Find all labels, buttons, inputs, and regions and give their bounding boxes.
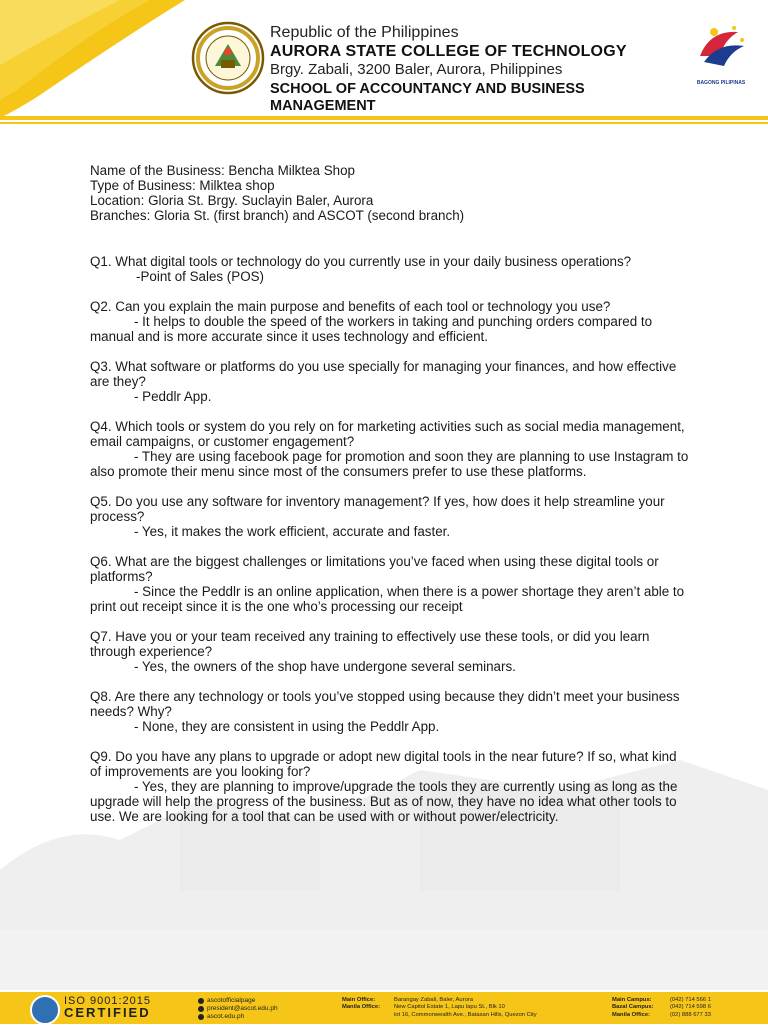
question-6: Q6. What are the biggest challenges or limitations you’ve faced when using these digital tools or platforms?: [90, 554, 659, 584]
business-location: Location: Gloria St. Brgy. Suclayin Baler, Aurora: [90, 193, 374, 208]
phone-row-bazal: Bazal Campus: (042) 714 598 6: [612, 1004, 711, 1011]
globe-icon: [198, 1014, 204, 1020]
facebook-icon: [198, 998, 204, 1004]
college-name: AURORA STATE COLLEGE OF TECHNOLOGY: [270, 43, 627, 60]
qa-item-6: [90, 554, 690, 614]
email-contact[interactable]: president@ascot.edu.ph: [198, 1005, 278, 1013]
question-9: Q9. Do you have any plans to upgrade or adopt new digital tools in the near future? If so, what kind of improvements are you looking for?: [90, 749, 677, 779]
answer-7: - Yes, the owners of the shop have undergone several seminars.: [134, 659, 516, 674]
republic-heading: Republic of the Philippines: [270, 24, 459, 41]
question-2: Q2. Can you explain the main purpose and benefits of each tool or technology you use?: [90, 299, 611, 314]
qa-item-7: [90, 629, 690, 674]
question-4: Q4. Which tools or system do you rely on for marketing activities such as social media management, email campaigns, or customer engagement?: [90, 419, 685, 449]
answer-3: - Peddlr App.: [134, 389, 212, 404]
answer-9: - Yes, they are planning to improve/upgrade the tools they are currently using as long as the upgrade will help the progress of the business. But as of now, they have no idea what other tools to use. We are looking for a tool that can be used with or without power/electricity.: [90, 779, 678, 824]
interview-document: [90, 163, 690, 824]
office-row-main: Main Office: Barangay Zabali, Baler, Aurora: [342, 997, 473, 1003]
iso-certification: [64, 995, 151, 1019]
qa-item-8: [90, 689, 690, 734]
letterhead: [0, 0, 768, 130]
school-name: SCHOOL OF ACCOUNTANCY AND BUSINESS MANAGEMENT: [270, 81, 585, 114]
social-contacts: [198, 997, 278, 1021]
question-5: Q5. Do you use any software for inventory management? If yes, how does it help streamline your process?: [90, 494, 665, 524]
office-row-manila-cont: lot 16, Commonwealth Ave., Batasan Hills, Quezon City: [394, 1011, 537, 1018]
phone-row-manila: Manila Office: (02) 888 677 33: [612, 1011, 711, 1018]
college-seal-icon: [191, 16, 265, 100]
iso-badge-icon: [30, 995, 60, 1025]
qa-item-2: [90, 299, 690, 344]
header-divider-thick: [0, 116, 768, 120]
business-branches: Branches: Gloria St. (first branch) and ASCOT (second branch): [90, 208, 465, 223]
office-row-manila: Manila Office: New Capitol Estate 1, Lapu lapu St., Blk 10: [342, 1004, 505, 1011]
answer-4: - They are using facebook page for promotion and soon they are planning to use Instagram to also promote their menu since most of the consumers prefer to use these platforms.: [90, 449, 689, 479]
question-7: Q7. Have you or your team received any training to effectively use these tools, or did you learn through experience?: [90, 629, 650, 659]
answer-1: -Point of Sales (POS): [136, 269, 265, 284]
qa-item-1: [90, 254, 690, 284]
answer-5: - Yes, it makes the work efficient, accurate and faster.: [134, 524, 451, 539]
answer-6: - Since the Peddlr is an online application, when there is a power shortage they aren’t able to print out receipt since it is the one who’s processing our receipt: [90, 584, 685, 614]
email-icon: [198, 1006, 204, 1012]
question-1: Q1. What digital tools or technology do you currently use in your daily business operations?: [90, 254, 632, 269]
answer-8: - None, they are consistent in using the Peddlr App.: [134, 719, 440, 734]
yellow-swoosh-decoration: [0, 0, 200, 120]
qa-item-3: [90, 359, 690, 404]
header-divider-thin: [0, 122, 768, 124]
phone-row-main: Main Campus: (042) 714 566 1: [612, 997, 711, 1003]
business-info-block: [90, 163, 690, 223]
facebook-contact[interactable]: ascotofficialpage: [198, 997, 278, 1005]
office-addresses: [342, 997, 537, 1019]
qa-item-5: [90, 494, 690, 539]
bagong-pilipinas-label: BAGONG PILIPINAS: [696, 80, 746, 86]
business-name: Name of the Business: Bencha Milktea Shop: [90, 163, 355, 178]
qa-item-4: [90, 419, 690, 479]
question-3: Q3. What software or platforms do you use specially for managing your finances, and how effective are they?: [90, 359, 677, 389]
question-8: Q8. Are there any technology or tools you’ve stopped using because they didn’t meet your business needs? Why?: [90, 689, 680, 719]
business-type: Type of Business: Milktea shop: [90, 178, 275, 193]
answer-2: - It helps to double the speed of the workers in taking and punching orders compared to manual and is more accurate since it uses technology and efficient.: [90, 314, 653, 344]
college-address: Brgy. Zabali, 3200 Baler, Aurora, Philippines: [270, 61, 563, 78]
phone-numbers: [612, 997, 711, 1019]
iso-certified-label: CERTIFIED: [64, 1005, 151, 1020]
footer-bar: [0, 992, 768, 1024]
qa-item-9: [90, 749, 690, 824]
website-contact[interactable]: ascot.edu.ph: [198, 1013, 278, 1021]
bagong-pilipinas-logo-icon: [694, 22, 748, 80]
iso-standard: ISO 9001:2015: [64, 995, 152, 1007]
